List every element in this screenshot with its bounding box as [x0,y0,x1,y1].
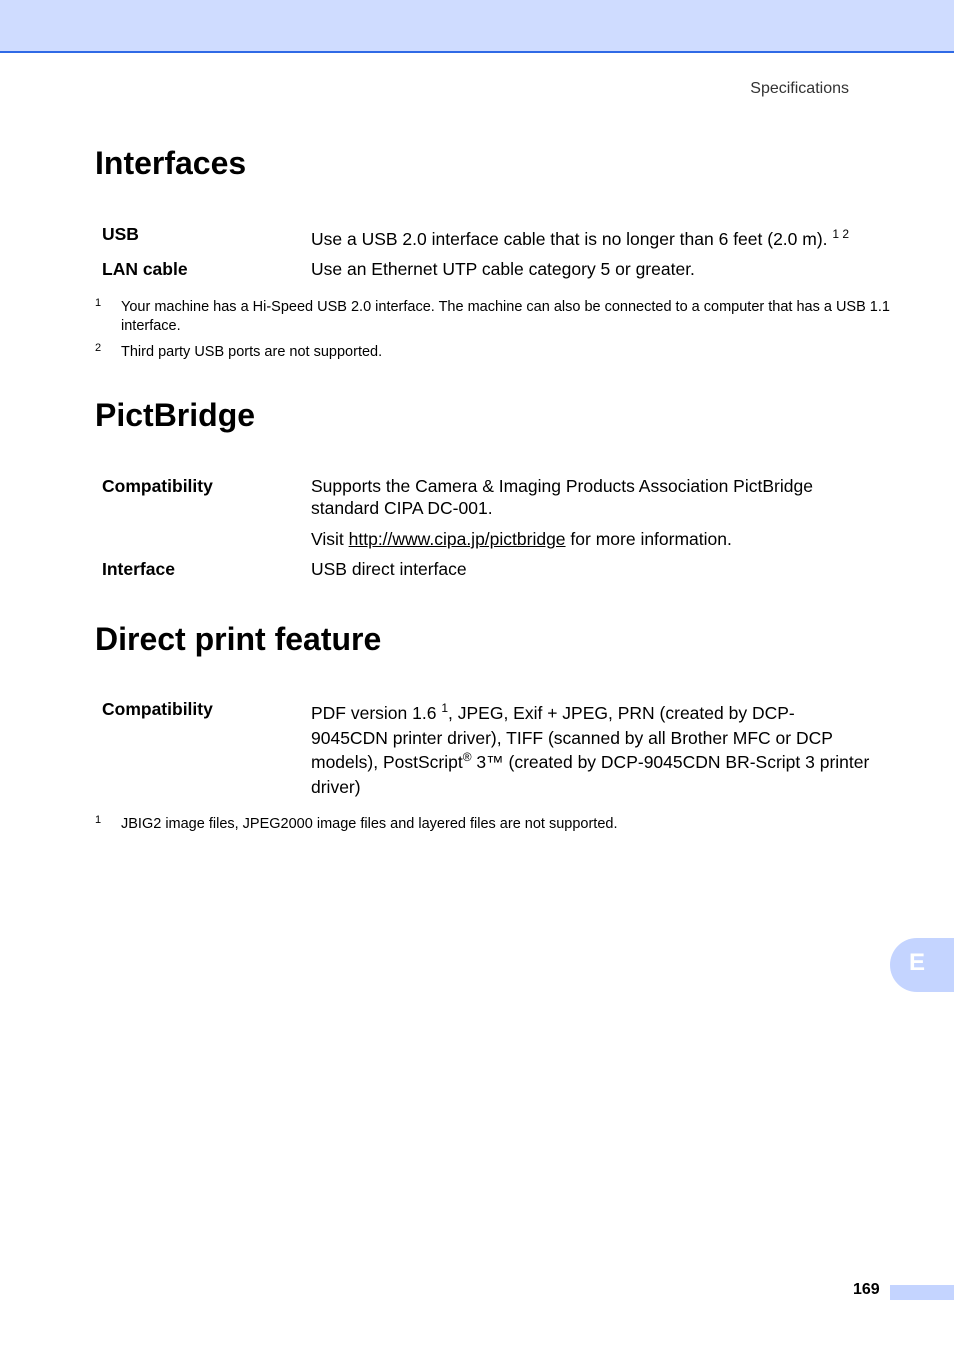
header-band [0,0,954,53]
pictbridge-visit-line [311,528,881,550]
pictbridge-interface-value: USB direct interface [311,559,467,579]
footnote-number: 1 [95,297,102,309]
visit-prefix: Visit [311,529,344,549]
lan-value: Use an Ethernet UTP cable category 5 or greater. [311,259,695,279]
direct-print-compatibility-label: Compatibility [102,699,213,719]
chapter-tab-letter: E [908,949,925,976]
usb-label: USB [102,224,139,244]
formats-part-1: PDF version 1.6 [311,703,437,723]
direct-print-footnote-ref: 1 [441,701,449,715]
page-number-bar [890,1285,954,1300]
footnote-number: 2 [95,342,102,354]
formats-part-3: 3™ (created by DCP-9045CDN BR-Script 3 printer driver) [311,752,870,797]
formats-part-2: , JPEG, Exif + JPEG, PRN (created by DCP-9045CDN printer driver), TIFF (scanned by all Brother MFC or DCP models), PostScript [311,703,833,772]
footnote-number: 1 [95,814,102,826]
usb-footnote-refs: 1 2 [832,227,850,241]
registered-mark: ® [462,750,472,764]
visit-suffix: for more information. [570,529,732,549]
pictbridge-link[interactable]: http://www.cipa.jp/pictbridge [348,529,566,549]
chapter-tab [890,938,954,992]
pictbridge-compatibility-value: Supports the Camera & Imaging Products Association PictBridge standard CIPA DC-001. [311,476,813,518]
pictbridge-interface-label: Interface [102,559,175,579]
usb-value-text: Use a USB 2.0 interface cable that is no longer than 6 feet (2.0 m). [311,229,828,249]
page-number: 169 [853,1281,880,1298]
running-header: Specifications [750,80,849,97]
footnote-text: JBIG2 image files, JPEG2000 image files and layered files are not supported. [121,816,618,832]
lan-label: LAN cable [102,259,188,279]
pictbridge-compatibility-label: Compatibility [102,476,213,496]
footnote-text: Third party USB ports are not supported. [121,344,383,360]
direct-print-heading: Direct print feature [95,621,382,657]
direct-print-compatibility-value [311,701,871,799]
pictbridge-heading: PictBridge [95,397,256,433]
interfaces-heading: Interfaces [95,145,247,181]
footnote-text: Your machine has a Hi-Speed USB 2.0 interface. The machine can also be connected to a computer that has a USB 1.1 interface. [121,299,890,334]
usb-value [311,228,881,250]
